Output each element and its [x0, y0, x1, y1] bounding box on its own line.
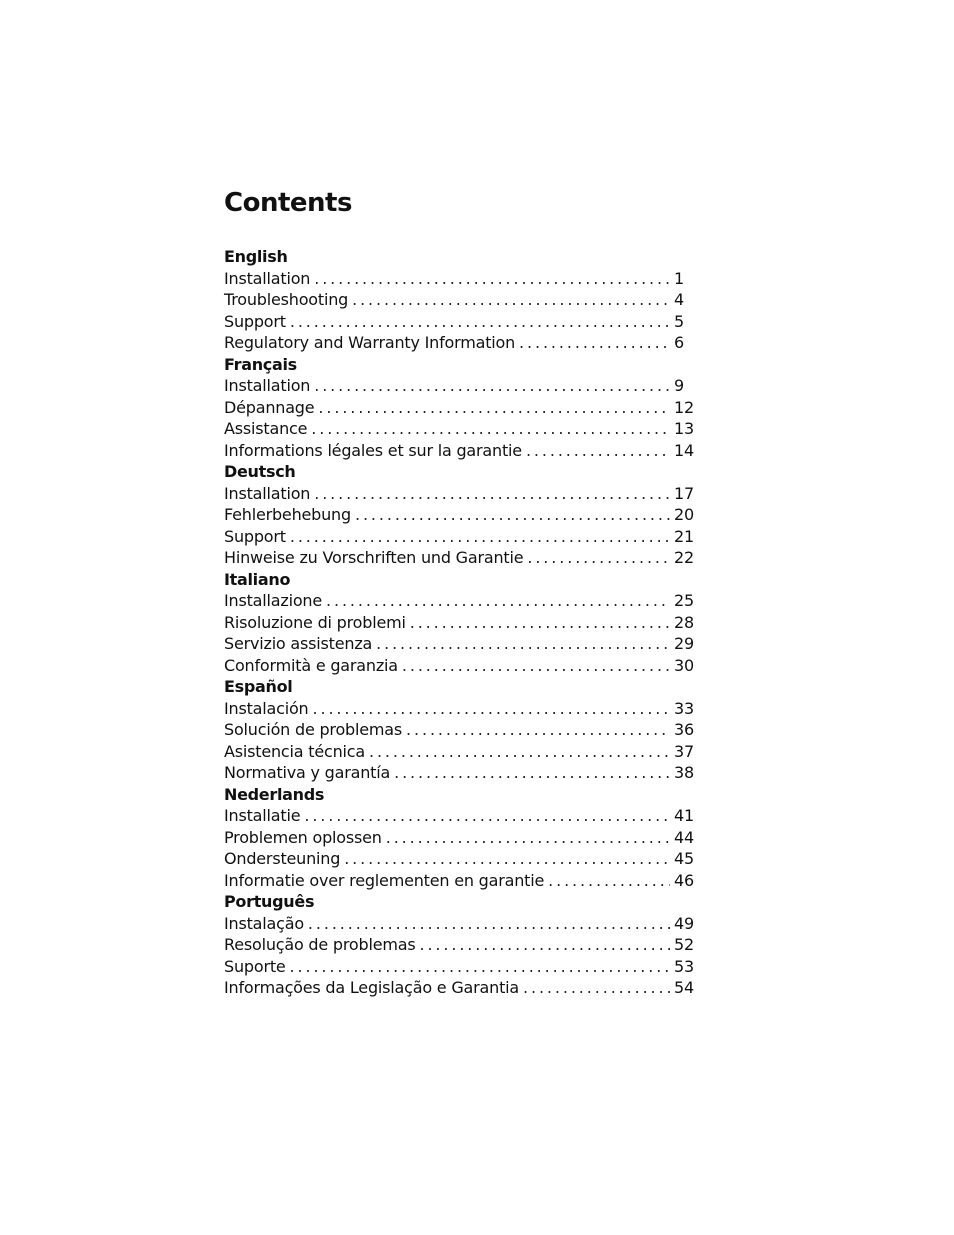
toc-entry[interactable] — [224, 762, 694, 784]
dot-leader — [314, 268, 670, 290]
toc-entry-label: Asistencia técnica — [224, 741, 365, 761]
toc-entry[interactable] — [224, 418, 694, 440]
toc-entry-label: Hinweise zu Vorschriften und Garantie — [224, 548, 524, 567]
toc-section-heading: Deutsch — [224, 462, 296, 481]
dot-leader — [344, 848, 670, 870]
dot-leader — [318, 397, 670, 419]
toc-entry-label: Regulatory and Warranty Information — [224, 333, 516, 352]
toc-entry-page-number: 28 — [674, 612, 694, 632]
toc-entry-label: Troubleshooting — [224, 290, 349, 309]
toc-entry-page-number: 22 — [674, 548, 694, 567]
table-of-contents — [224, 246, 694, 999]
toc-entry-page-number: 53 — [674, 956, 694, 976]
toc-entry-label: Ondersteuning — [224, 849, 341, 868]
toc-entry-label: Informations légales et sur la garantie — [224, 440, 522, 460]
toc-section-heading: Español — [224, 677, 293, 696]
dot-leader — [410, 612, 670, 634]
dot-leader — [352, 289, 670, 311]
toc-entry[interactable] — [224, 268, 694, 290]
toc-section-heading: Français — [224, 354, 297, 374]
toc-entry-page-number: 33 — [674, 698, 694, 718]
toc-entry-label: Installation — [224, 376, 311, 395]
toc-entry-label: Servizio assistenza — [224, 634, 373, 653]
toc-entry-page-number: 21 — [674, 526, 694, 546]
toc-entry[interactable] — [224, 590, 694, 612]
dot-leader — [311, 418, 670, 440]
toc-entry-page-number: 25 — [674, 591, 694, 610]
toc-entry[interactable] — [224, 934, 694, 956]
toc-entry[interactable] — [224, 397, 694, 419]
toc-entry-page-number: 30 — [674, 655, 694, 675]
dot-leader — [548, 870, 670, 892]
toc-entry-page-number: 29 — [674, 634, 694, 653]
toc-entry[interactable] — [224, 741, 694, 763]
dot-leader — [369, 741, 670, 763]
toc-entry-page-number: 13 — [674, 419, 694, 438]
toc-entry-label: Installation — [224, 483, 311, 503]
toc-entry-label: Conformità e garanzia — [224, 655, 398, 675]
toc-entry-page-number: 6 — [674, 333, 684, 352]
toc-entry-label: Informações da Legislação e Garantia — [224, 978, 519, 997]
dot-leader — [376, 633, 670, 655]
dot-leader — [406, 719, 670, 741]
toc-entry-label: Support — [224, 311, 286, 331]
toc-entry[interactable] — [224, 375, 694, 397]
dot-leader — [355, 504, 670, 526]
page-title: Contents — [224, 188, 352, 218]
dot-leader — [290, 956, 670, 978]
toc-entry-label: Installation — [224, 268, 311, 288]
dot-leader — [419, 934, 670, 956]
toc-entry-page-number: 45 — [674, 849, 694, 868]
toc-entry-page-number: 41 — [674, 806, 694, 825]
toc-entry[interactable] — [224, 977, 694, 999]
toc-entry[interactable] — [224, 870, 694, 892]
dot-leader — [313, 698, 671, 720]
toc-entry-page-number: 20 — [674, 505, 694, 524]
toc-entry-label: Risoluzione di problemi — [224, 612, 406, 632]
dot-leader — [314, 375, 670, 397]
toc-entry[interactable] — [224, 289, 694, 311]
toc-entry[interactable] — [224, 547, 694, 569]
toc-entry[interactable] — [224, 612, 694, 634]
dot-leader — [394, 762, 670, 784]
toc-entry-label: Instalação — [224, 913, 304, 933]
toc-entry-page-number: 54 — [674, 978, 694, 997]
dot-leader — [527, 547, 670, 569]
toc-entry-label: Installatie — [224, 806, 301, 825]
dot-leader — [290, 311, 670, 333]
dot-leader — [402, 655, 670, 677]
toc-entry-page-number: 14 — [674, 440, 694, 460]
toc-entry[interactable] — [224, 633, 694, 655]
toc-entry-page-number: 12 — [674, 397, 694, 417]
toc-entry[interactable] — [224, 655, 694, 677]
dot-leader — [526, 440, 670, 462]
toc-entry[interactable] — [224, 332, 694, 354]
toc-entry[interactable] — [224, 698, 694, 720]
toc-entry-label: Assistance — [224, 419, 308, 438]
dot-leader — [308, 913, 670, 935]
toc-entry[interactable] — [224, 848, 694, 870]
toc-entry[interactable] — [224, 504, 694, 526]
toc-entry-label: Solución de problemas — [224, 720, 403, 739]
toc-entry[interactable] — [224, 311, 694, 333]
toc-entry-label: Problemen oplossen — [224, 827, 382, 847]
toc-entry-label: Suporte — [224, 956, 286, 976]
toc-entry-label: Support — [224, 526, 286, 546]
dot-leader — [386, 827, 670, 849]
toc-entry-label: Resolução de problemas — [224, 935, 416, 954]
toc-entry-label: Installazione — [224, 591, 322, 610]
toc-entry[interactable] — [224, 827, 694, 849]
dot-leader — [519, 332, 670, 354]
toc-entry-page-number: 46 — [674, 870, 694, 890]
toc-entry-page-number: 4 — [674, 290, 684, 309]
toc-entry-page-number: 37 — [674, 741, 694, 761]
toc-entry[interactable] — [224, 483, 694, 505]
toc-section-heading: English — [224, 247, 288, 266]
toc-entry-page-number: 44 — [674, 827, 694, 847]
toc-entry[interactable] — [224, 719, 694, 741]
toc-entry[interactable] — [224, 526, 694, 548]
dot-leader — [304, 805, 670, 827]
dot-leader — [326, 590, 670, 612]
toc-section-heading: Italiano — [224, 569, 291, 589]
toc-entry-page-number: 17 — [674, 483, 694, 503]
toc-entry-page-number: 5 — [674, 311, 684, 331]
toc-entry-page-number: 52 — [674, 935, 694, 954]
toc-entry-page-number: 38 — [674, 763, 694, 782]
dot-leader — [314, 483, 670, 505]
dot-leader — [290, 526, 670, 548]
dot-leader — [523, 977, 670, 999]
toc-entry-page-number: 36 — [674, 720, 694, 739]
toc-entry-page-number: 9 — [674, 376, 684, 395]
toc-entry[interactable] — [224, 956, 694, 978]
toc-entry[interactable] — [224, 440, 694, 462]
toc-entry-label: Dépannage — [224, 397, 315, 417]
toc-entry-label: Informatie over reglementen en garantie — [224, 870, 545, 890]
toc-entry-label: Instalación — [224, 698, 309, 718]
toc-entry-page-number: 1 — [674, 268, 684, 288]
toc-entry[interactable] — [224, 913, 694, 935]
toc-entry[interactable] — [224, 805, 694, 827]
toc-section-heading: Nederlands — [224, 784, 325, 804]
toc-entry-label: Normativa y garantía — [224, 763, 391, 782]
toc-entry-page-number: 49 — [674, 913, 694, 933]
toc-entry-label: Fehlerbehebung — [224, 505, 351, 524]
toc-section-heading: Português — [224, 892, 315, 911]
